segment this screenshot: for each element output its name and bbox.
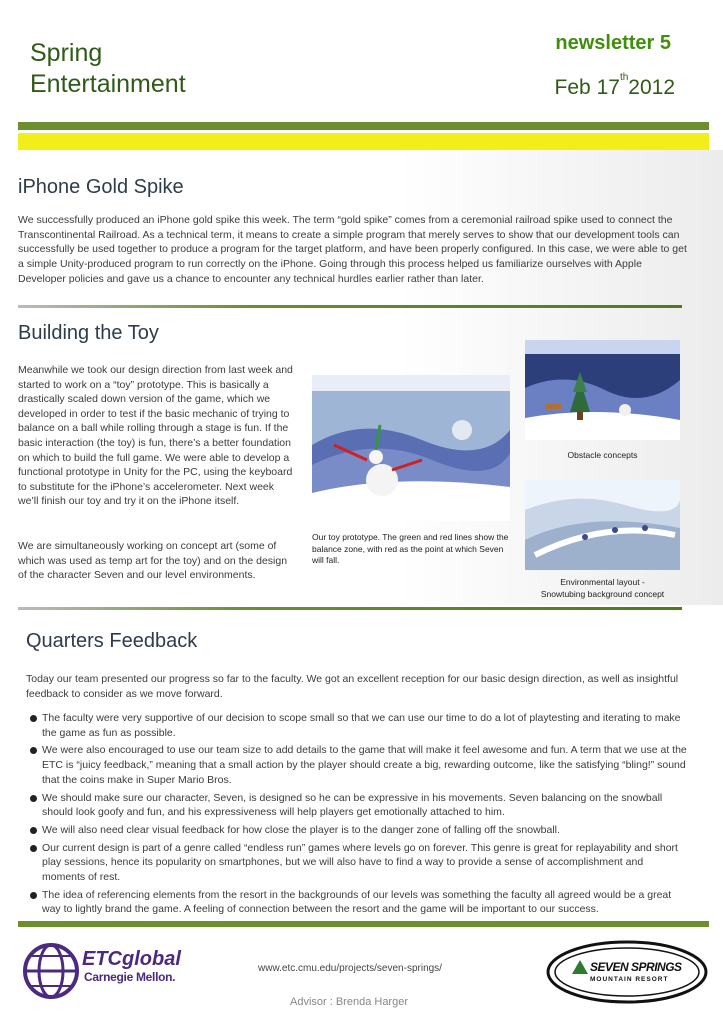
advisor-credit: Advisor : Brenda Harger: [290, 996, 408, 1008]
date-year: 2012: [628, 76, 675, 99]
list-item: The idea of referencing elements from the resort in the backgrounds of our levels was something the faculty all agreed would be a great way to lightly brand the game. A feeling of connection between the resort and the game will be important to our success.: [28, 888, 688, 917]
header-green-bar: [18, 122, 709, 130]
obstacle-caption: Obstacle concepts: [567, 450, 638, 460]
newsletter-title: [30, 38, 186, 100]
environment-caption-line-2: Snowtubing background concept: [540, 588, 665, 599]
list-item: We will also need clear visual feedback for how close the player is to the danger zone of falling off the snowball.: [28, 823, 688, 838]
toy-prototype-caption: Our toy prototype. The green and red lines show the balance zone, with red as the point at which Seven will fall.: [312, 532, 509, 565]
project-url[interactable]: www.etc.cmu.edu/projects/seven-springs/: [258, 963, 442, 974]
toy-heading: Building the Toy: [18, 322, 159, 344]
section-divider: [18, 607, 682, 610]
list-item: We were also encouraged to use our team size to add details to the game that will make it feel awesome and fun. A term that we use at the ETC is “juicy feedback,” meaning that a small action by the player should create a big, rewarding outcome, like the satisfying “bling!” sound that the coins make in Super Mario Bros.: [28, 743, 688, 787]
list-item: We should make sure our character, Seven, is designed so he can be expressive in his movements. Seven balancing on the snowball should look goofy and fun, and his expressiveness will help players get emotionally attached to him.: [28, 791, 688, 820]
toy-paragraph-2: We are simultaneously working on concept art (some of which was used as temp art for the toy) and on the design of the character Seven and our level environments.: [18, 540, 288, 582]
issue-date: [554, 72, 675, 100]
seven-springs-logo-subtext: MOUNTAIN RESORT: [590, 976, 669, 983]
gold-spike-heading: iPhone Gold Spike: [18, 176, 184, 198]
list-item: The faculty were very supportive of our decision to scope small so that we can use our time to do a lot of playtesting and iterating to make the game as fun as possible.: [28, 711, 688, 740]
toy-paragraph-1: Meanwhile we took our design direction from last week and started to work on a “toy” prototype. This is basically a drastically scaled down version of the game, which we developed in order to test if the basic mechanic of trying to balance on a ball while rolling through a stage is fun. If the basic interaction (the toy) is fun, there’s a better foundation on which to build the full game. We were able to develop a functional prototype in Unity for the PC, using the keyboard to substitute for the iPhone’s accelerometer. Next week we’ll finish our toy and try it on the iPhone itself.: [18, 364, 293, 508]
section-divider: [18, 305, 682, 308]
gold-spike-body: We successfully produced an iPhone gold spike this week. The term “gold spike” comes from a ceremonial railroad spike used to connect the Transcontinental Railroad. As a technical term, it means to create a simple program that merely serves to show that our development tools can successfully be used together to produce a program for the target platform, and have been properly configured. In this case, we were able to get a simple Unity-produced program to run correctly on the iPhone. Going through this process helped us familiarize ourselves with Apple Developer policies and gave us a chance to encounter any technical hurdles earlier rather than later.: [18, 214, 687, 285]
feedback-list: [28, 711, 688, 920]
environment-concept-image: [525, 480, 680, 570]
environment-caption: [525, 577, 680, 600]
toy-prototype-image: [312, 375, 510, 521]
etc-logo-text: ETCglobal: [82, 948, 181, 970]
etc-globe-logo: [22, 938, 80, 1004]
seven-springs-logo: [546, 940, 708, 1004]
date-suffix: th: [619, 72, 629, 83]
feedback-heading: Quarters Feedback: [26, 630, 198, 652]
list-item: Our current design is part of a genre called “endless run” games where levels go on forever. This genre is great for replayability and short play sessions, hence its popularity on smartphones, but we will also have to find a way to provide a sense of accomplishment and moments of rest.: [28, 841, 688, 885]
feedback-intro: Today our team presented our progress so far to the faculty. We got an excellent reception for our basic design direction, as well as insightful feedback to consider as we move forward.: [26, 673, 679, 700]
title-line-2: Entertainment: [30, 70, 186, 98]
obstacle-concept-image: [525, 340, 680, 440]
date-day: Feb 17: [554, 76, 620, 99]
seven-springs-logo-text: SEVEN SPRINGS: [590, 960, 682, 974]
environment-caption-line-1: Environmental layout -: [560, 577, 645, 587]
footer-green-bar: [18, 921, 709, 927]
newsletter-number: newsletter 5: [555, 32, 671, 54]
title-line-1: Spring: [30, 39, 103, 67]
etc-logo-subtext: Carnegie Mellon.: [84, 970, 176, 984]
